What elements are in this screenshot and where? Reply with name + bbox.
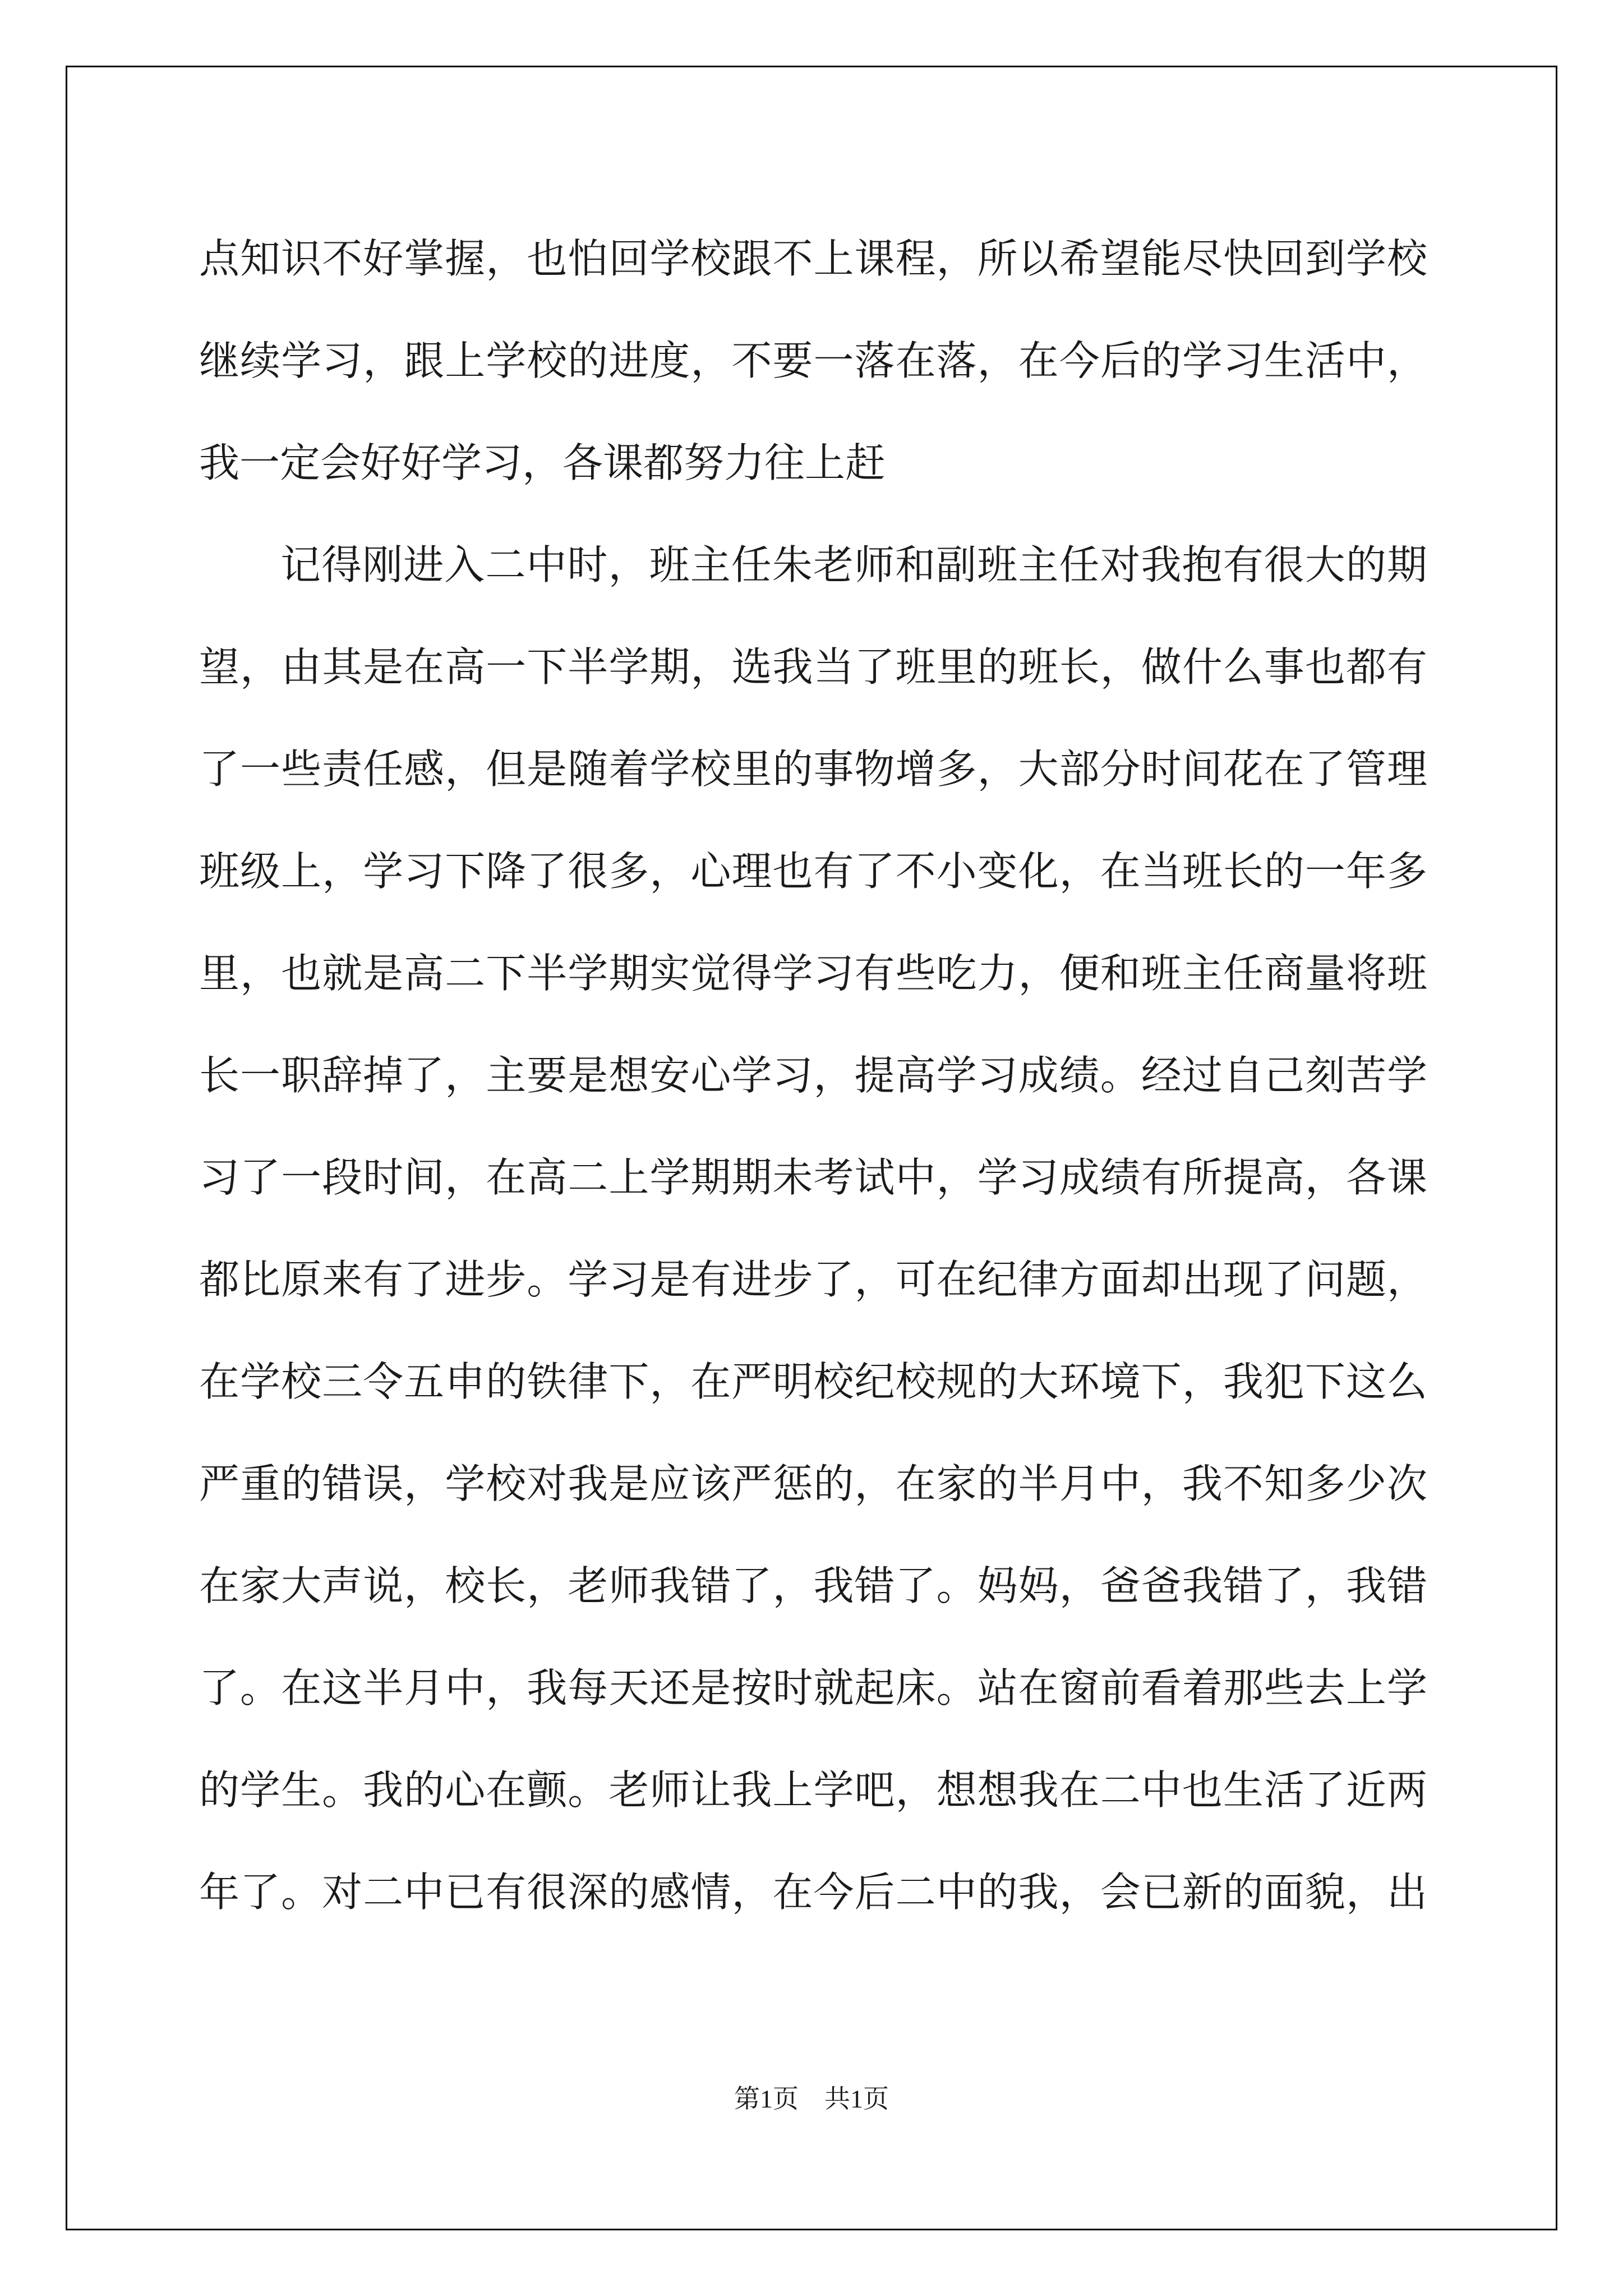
text-line: 了。在这半月中，我每天还是按时就起床。站在窗前看着那些去上学 [199,1664,1427,1711]
text-line: 里，也就是高二下半学期实觉得学习有些吃力，便和班主任商量将班 [199,950,1427,997]
text-line: 我一定会好好学习，各课都努力往上赶 [199,439,886,486]
text-line: 在学校三令五申的铁律下，在严明校纪校规的大环境下，我犯下这么 [199,1358,1427,1405]
text-line: 班级上，学习下降了很多，心理也有了不小变化，在当班长的一年多 [199,848,1427,895]
text-line: 都比原来有了进步。学习是有进步了，可在纪律方面却出现了问题， [199,1256,1427,1303]
text-line: 点知识不好掌握，也怕回学校跟不上课程，所以希望能尽快回到学校 [199,235,1427,282]
text-line: 年了。对二中已有很深的感情，在今后二中的我，会已新的面貌，出 [199,1869,1427,1916]
page-number-footer: 第1页 共1页 [734,2085,889,2113]
text-line: 继续学习，跟上学校的进度，不要一落在落，在今后的学习生活中， [199,337,1427,384]
text-line: 了一些责任感，但是随着学校里的事物增多，大部分时间花在了管理 [199,746,1427,793]
text-line: 严重的错误，学校对我是应该严惩的，在家的半月中，我不知多少次 [199,1460,1427,1507]
text-line: 在家大声说，校长，老师我错了，我错了。妈妈，爸爸我错了，我错 [199,1562,1427,1609]
text-line: 望，由其是在高一下半学期，选我当了班里的班长，做什么事也都有 [199,643,1427,691]
document-body [199,208,1427,1943]
paragraph-first-line: 记得刚进入二中时，班主任朱老师和副班主任对我抱有很大的期 [280,541,1427,588]
text-line: 长一职辞掉了，主要是想安心学习，提高学习成绩。经过自己刻苦学 [199,1052,1427,1099]
text-line: 习了一段时间，在高二上学期期未考试中，学习成绩有所提高，各课 [199,1154,1427,1201]
text-line: 的学生。我的心在颤。老师让我上学吧，想想我在二中也生活了近两 [199,1766,1427,1814]
